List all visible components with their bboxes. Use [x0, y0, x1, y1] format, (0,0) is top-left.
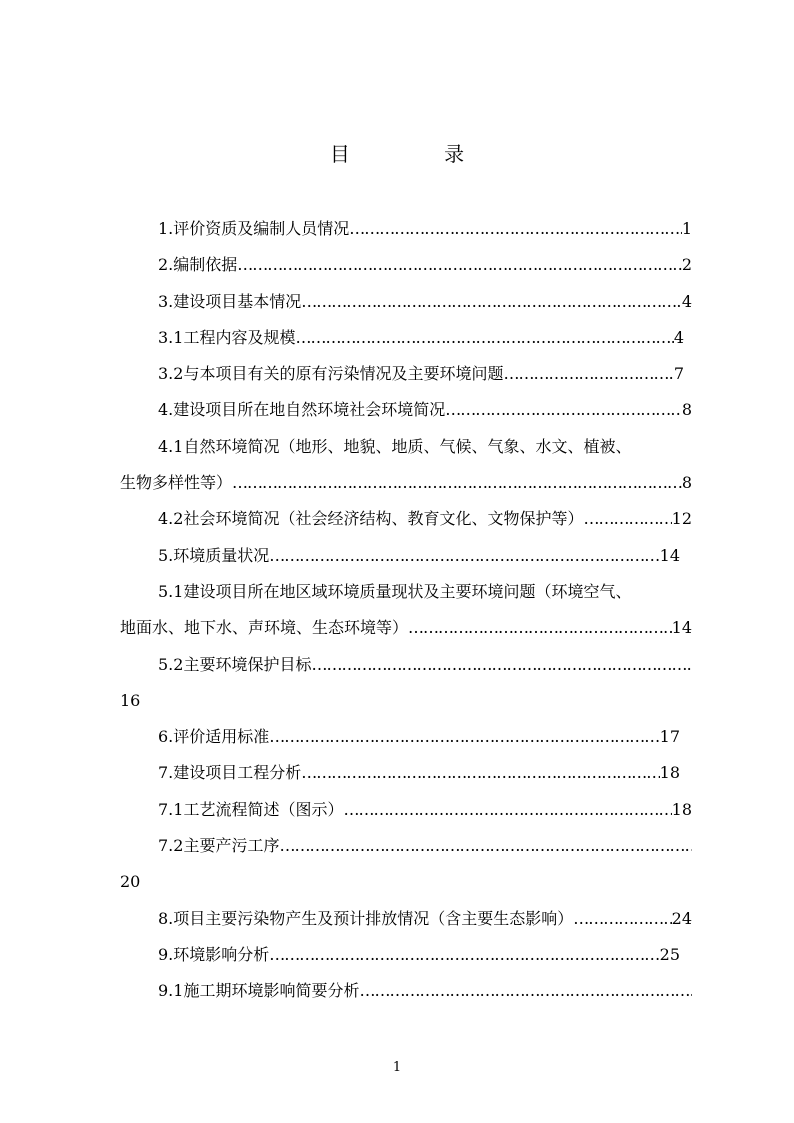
dot-leader — [269, 542, 659, 570]
toc-entry-label: 6.评价适用标准 — [158, 727, 270, 747]
dot-leader — [311, 651, 692, 679]
toc-entry[interactable] — [120, 396, 692, 432]
toc-entry[interactable] — [120, 251, 692, 287]
toc-entry-page: 18 — [659, 763, 680, 783]
toc-entry-continuation[interactable] — [120, 614, 692, 650]
toc-entry-page: 4 — [673, 327, 684, 347]
dot-leader — [232, 469, 682, 497]
page-number: 1 — [392, 1060, 402, 1075]
toc-entry-page: 14 — [671, 618, 692, 638]
toc-entry-page: 17 — [659, 727, 680, 747]
dot-leader — [301, 288, 682, 316]
toc-entry-page: 2 — [681, 255, 692, 275]
toc-entry[interactable] — [120, 360, 692, 396]
toc-entry-page: 7 — [673, 364, 684, 384]
toc-entry[interactable] — [120, 578, 692, 614]
dot-leader — [343, 796, 671, 824]
toc-entry[interactable] — [120, 651, 692, 687]
page-title: 目 录 — [329, 142, 509, 166]
dot-leader — [349, 215, 682, 243]
toc-entry[interactable] — [120, 759, 692, 795]
dot-leader — [408, 614, 672, 642]
toc-entry[interactable] — [120, 723, 692, 759]
dot-leader — [301, 759, 659, 787]
toc-entry-label: 7.1工艺流程简述（图示） — [158, 799, 344, 819]
toc-entry-label: 7.2主要产污工序 — [158, 836, 280, 856]
toc-entry-page: 25 — [659, 944, 680, 964]
toc-entry[interactable] — [120, 941, 692, 977]
toc-entry[interactable] — [120, 288, 692, 324]
toc-entry-label: 3.建设项目基本情况 — [158, 291, 302, 311]
toc-entry-label: 5.2主要环境保护目标 — [158, 654, 312, 674]
toc-entry-label: 3.2与本项目有关的原有污染情况及主要环境问题 — [158, 364, 504, 384]
toc-entry[interactable] — [120, 215, 692, 251]
dot-leader — [445, 396, 682, 424]
dot-leader — [583, 505, 671, 533]
dot-leader — [573, 905, 671, 933]
dot-leader — [237, 251, 682, 279]
toc-entry-page: 20 — [120, 872, 141, 892]
toc-entry[interactable] — [120, 542, 692, 578]
toc-entry-label: 1.评价资质及编制人员情况 — [158, 219, 350, 238]
toc-entry-page: 16 — [120, 690, 141, 710]
toc-entry-continuation[interactable] — [120, 469, 692, 505]
toc-entry-label: 生物多样性等） — [120, 473, 233, 493]
toc-entry[interactable] — [120, 977, 692, 1013]
toc-entry-label: 7.建设项目工程分析 — [158, 763, 302, 783]
toc-entry-page: 24 — [671, 908, 692, 928]
toc-entry-page: 18 — [671, 799, 692, 819]
toc-entry-label: 4.2社会环境简况（社会经济结构、教育文化、文物保护等） — [158, 509, 584, 529]
toc-entry-page: 8 — [681, 473, 692, 493]
dot-leader — [295, 324, 673, 352]
dot-leader — [359, 977, 692, 1005]
toc-entry-page: 1 — [681, 219, 692, 238]
toc-entry[interactable] — [120, 796, 692, 832]
toc-entry-label: 9.1施工期环境影响简要分析 — [158, 981, 360, 1001]
toc-entry-label: 4.建设项目所在地自然环境社会环境简况 — [158, 400, 446, 420]
toc-entry[interactable] — [120, 505, 692, 541]
toc-entry-page-wrapped — [120, 687, 692, 723]
toc-entry-label: 9.环境影响分析 — [158, 944, 270, 964]
toc-entry-label: 5.1建设项目所在地区域环境质量现状及主要环境问题（环境空气、 — [158, 581, 632, 601]
toc-entry-page: 14 — [659, 545, 680, 565]
dot-leader — [269, 723, 659, 751]
toc-entry[interactable] — [120, 832, 692, 868]
table-of-contents — [120, 215, 692, 1014]
toc-entry-page-wrapped — [120, 868, 692, 904]
toc-entry[interactable] — [120, 324, 692, 360]
toc-entry-label: 8.项目主要污染物产生及预计排放情况（含主要生态影响） — [158, 908, 574, 928]
dot-leader — [279, 832, 692, 860]
toc-entry-label: 地面水、地下水、声环境、生态环境等） — [120, 618, 409, 638]
toc-entry-label: 3.1工程内容及规模 — [158, 327, 296, 347]
toc-entry-page: 8 — [681, 400, 692, 420]
toc-entry-page: 4 — [681, 291, 692, 311]
toc-entry-label: 2.编制依据 — [158, 255, 238, 275]
dot-leader — [269, 941, 659, 969]
toc-entry[interactable] — [120, 433, 692, 469]
toc-entry-label: 5.环境质量状况 — [158, 545, 270, 565]
toc-entry[interactable] — [120, 905, 692, 941]
dot-leader — [503, 360, 673, 388]
toc-entry-label: 4.1自然环境简况（地形、地貌、地质、气候、气象、水文、植被、 — [158, 436, 632, 456]
toc-entry-page: 12 — [671, 509, 692, 529]
